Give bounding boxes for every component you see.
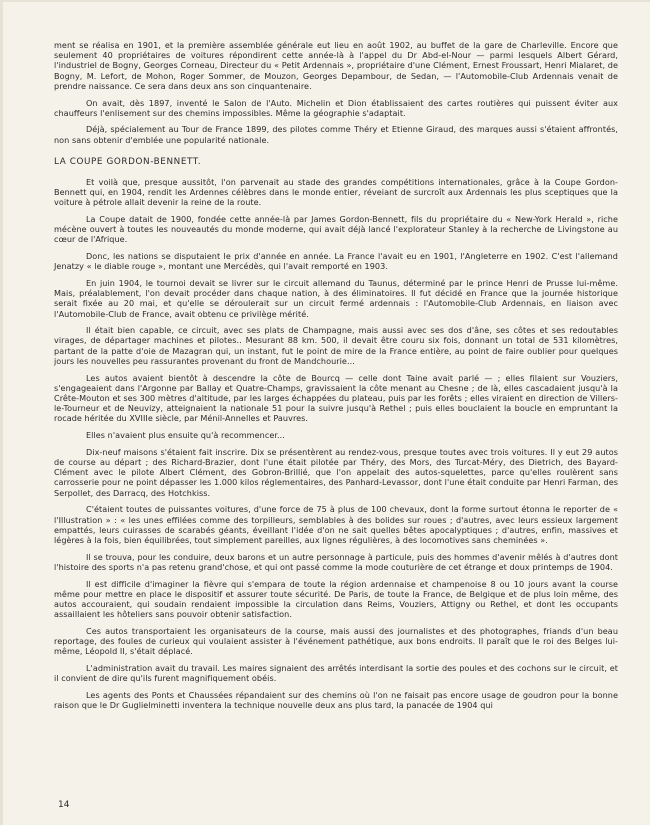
paragraph: C'étaient toutes de puissantes voitures, d'une force de 75 à plus de 100 chevaux, dont la forme surtout étonna le reporter de « l'Illustration » : « les unes effilées comme des torpilleurs, semblables à des bolides sur roues ; d'autres, avec leurs essieux largement empattés, leurs cuirasses de scarabés géants, éveillant l'idée d'on ne sait quelles bêtes apocalyptiques ; d'autres, enfin, massives et légères à la fois, bien équilibrées, tout simplement pareilles, aux lignes régulières, à des locomotives sans cheminées ». [54, 504, 618, 545]
paragraph: Ces autos transportaient les organisateurs de la course, mais aussi des journalistes et des photographes, friands d'un beau reportage, des foules de curieux qui voulaient assister à l'événement pathétique, aux bons endroits. Il paraît que le roi des Belges lui-même, Léopold II, s'était déplacé. [54, 625, 618, 657]
paragraph: Déjà, spécialement au Tour de France 1899, des pilotes comme Théry et Etienne Giraud, des marques aussi s'étaient affrontés, non sans obtenir d'emblée une popularité nationale. [54, 124, 618, 145]
paragraph: Et voilà que, presque aussitôt, l'on parvenait au stade des grandes compétitions internationales, grâce à la Coupe Gordon-Bennett qui, en 1904, rendit les Ardennes célèbres dans le monde entier, réveiant de surcroît aux Ardennais les plus sceptiques que la voiture à pétrole allait devenir la reine de la route. [54, 176, 618, 208]
paragraph: ment se réalisa en 1901, et la première assemblée générale eut lieu en août 1902, au buffet de la gare de Charleville. Encore que seulement 40 propriétaires de voitures répondirent cette année-là à l'appel du Dr Abd-el-Nour — parmi lesquels Albert Gérard, l'industriel de Bogny, Georges Corneau, Directeur du « Petit Ardennais », propriétaire d'une Clément, Ernest Froussart, Henri Mialaret, de Bogny, M. Lefort, de Mohon, Roger Sommer, de Mouzon, Georges Depambour, de Sedan, — l'Automobile-Club Ardennais venait de prendre naissance. Ce sera dans deux ans son cinquantenaire. [54, 40, 618, 91]
paragraph: Les autos avaient bientôt à descendre la côte de Bourcq — celle dont Taine avait parlé — ; elles filaient sur Vouziers, s'engageaient dans l'Argonne par Ballay et Quatre-Champs, gravissaient la côte menant au Chesne ; de là, elles cascadaient jusqu'à la Crête-Mouton et ses 300 mètres d'altitude, par les larges échappées du plateau, puis par les forêts ; elles viraient en direction de Villers-le-Tourneur et de Neuvizy, atteignaient la nationale 51 pour la suivre jusqu'à Rethel ; puis elles bouclaient la boucle en empruntant la rocade héritée du XVIIIe siècle, par Ménil-Annelles et Pauvres. [54, 372, 618, 424]
paragraph: Elles n'avaient plus ensuite qu'à recommencer... [86, 430, 285, 441]
paragraph: Il est difficile d'imaginer la fièvre qui s'empara de toute la région ardennaise et champenoise 8 ou 10 jours avant la course même pour mettre en place le dispositif et assurer toute sécurité. De Paris, de toute la France, de Belgique et de plus loin même, des autos accouraient, qui soudain rendaient impossible la circulation dans Reims, Vouziers, Attigny ou Rethel, et dont les occupants assaillaient les hôteliers sans pouvoir obtenir satisfaction. [54, 578, 618, 620]
paragraph: En juin 1904, le tournoi devait se livrer sur le circuit allemand du Taunus, déterminé par le prince Henri de Prusse lui-même. Mais, préalablement, l'on devait procéder dans chaque nation, à des éliminatoires. Il fut décidé en France que la journée historique serait fixée au 20 mai, et qu'elle se déroulerait sur un circuit fermé ardennais : l'Automobile-Club Ardennais, en liaison avec l'Automobile-Club de France, avait obtenu ce privilège mérité. [54, 277, 618, 319]
paragraph: Les agents des Ponts et Chaussées répandaient sur des chemins où l'on ne faisait pas encore usage de goudron pour la bonne raison que le Dr Guglielminetti inventera la technique nouvelle deux ans plus tard, la panacée de 1904 qui [54, 689, 618, 711]
page-number: 14 [58, 800, 70, 810]
section-title: LA COUPE GORDON-BENNETT. [54, 156, 202, 167]
paragraph: Dix-neuf maisons s'étaient fait inscrire. Dix se présentèrent au rendez-vous, presque toutes avec trois voitures. Il y eut 29 autos de course au départ ; des Richard-Brazier, dont l'une était pilotée par Théry, des Mors, des Turcat-Méry, des Dietrich, des Bayard-Clément avec le pilote Albert Clément, des Gobron-Brillié, que l'on appelait des autos-squelettes, parce qu'elles roulèrent sans carrosserie pour ne point dépasser les 1.000 kilos réglementaires, des Panhard-Levassor, dont l'une était conduite par Henri Farman, des Serpollet, des Darracq, des Hotchkiss. [54, 446, 618, 498]
paragraph: Il était bien capable, ce circuit, avec ses plats de Champagne, mais aussi avec ses dos d'âne, ses côtes et ses redoutables virages, de départager machines et pilotes.. Mesurant 88 km. 500, il devait être couru six fois, donnant un total de 531 kilomètres, partant de la patte d'oie de Mazagran qui, un instant, fut le point de mire de la France entière, au point de faire oublier pour quelques jours les nouvelles peu rassurantes provenant du front de Mandchourie... [54, 325, 618, 366]
paragraph: Donc, les nations se disputaient le prix d'année en année. La France l'avait eu en 1901, l'Angleterre en 1902. C'est l'allemand Jenatzy « le diable rouge », montant une Mercédès, qui l'avait remporté en 1903. [54, 251, 618, 272]
paragraph: On avait, dès 1897, inventé le Salon de l'Auto. Michelin et Dion établissaient des cartes routières qui puissent éviter aux chauffeurs l'enlisement sur des chemins impossibles. Même la géographie s'adaptait. [54, 97, 618, 118]
paragraph: La Coupe datait de 1900, fondée cette année-là par James Gordon-Bennett, fils du propriétaire du « New-York Herald », riche mécène ouvert à toutes les nouveautés du monde moderne, qui avait déjà lancé l'explorateur Stanley à la recherche de Livingstone au cœur de l'Afrique. [54, 213, 618, 245]
paragraph: Il se trouva, pour les conduire, deux barons et un autre personnage à particule, puis des hommes d'avenir mêlés à d'autres dont l'histoire des sports n'a pas retenu grand'chose, et qui ont passé comme la mode couturière de cet étrange et doux printemps de 1904. [54, 551, 618, 572]
paragraph: L'administration avait du travail. Les maires signaient des arrêtés interdisant la sortie des poules et des cochons sur le circuit, et il convient de dire qu'ils furent magnifiquement obéis. [54, 662, 618, 684]
